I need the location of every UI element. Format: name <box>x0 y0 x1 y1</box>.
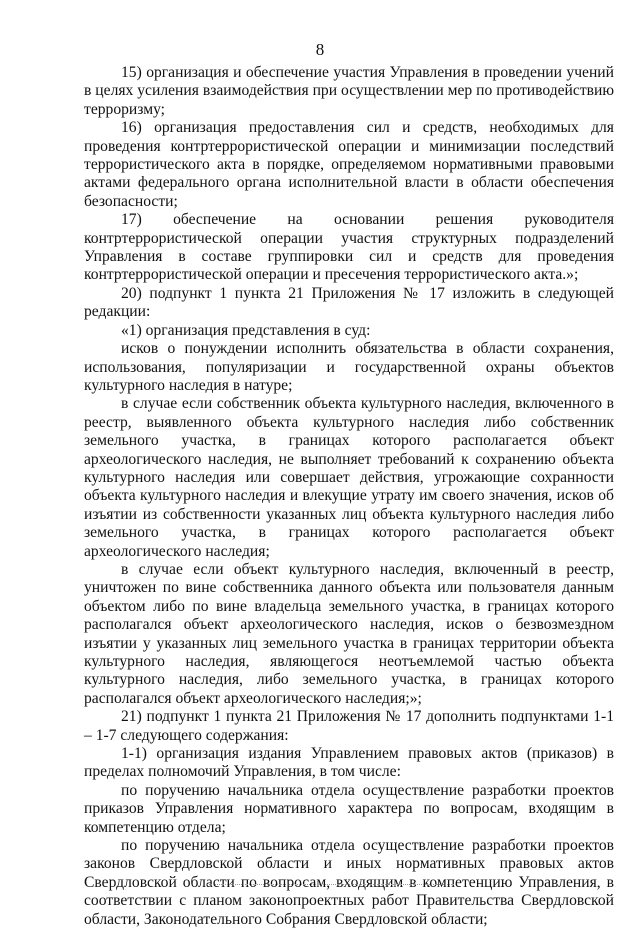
document-body <box>84 64 614 929</box>
paragraph-claims-obligations: исков о понуждении исполнить обязательства в области сохранения, использования, популяризации и государственной охраны объектов культурного наследия в натуре; <box>84 340 614 394</box>
paragraph-laws-drafting: по поручению начальника отдела осуществление разработки проектов законов Свердловской области и иных нормативных правовых актов Свердловской области по вопросам, входящим в компетенцию Управления, в соответствии с планом законопроектных работ Правительства Свердловской области, Законодательного Собрания Свердловской области; <box>84 837 614 928</box>
paragraph-item-17: 17) обеспечение на основании решения руководителя контртеррористической операции участия структурных подразделений Управления в составе группировки сил и средств для проведения контртеррористической операции и пресечения террористического акта.»; <box>84 211 614 284</box>
paragraph-claims-gratuitous-seizure: в случае если объект культурного наследия, включенный в реестр, уничтожен по вине собственника данного объекта или пользователя данным объектом либо по вине владельца земельного участка, в границах которого располагался объект археологического наследия, исков о безвозмездном изъятии у указанных лиц земельного участка в границах территории объекта культурного наследия, являющегося неотъемлемой частью объекта культурного наследия, либо земельного участка, в границах которого располагался объект археологического наследия;»; <box>84 560 614 707</box>
paragraph-orders-drafting: по поручению начальника отдела осуществление разработки проектов приказов Управления нормативного характера по вопросам, входящим в компетенцию отдела; <box>84 781 614 836</box>
paragraph-amendment-20: 20) подпункт 1 пункта 21 Приложения № 17 изложить в следующей редакции: <box>84 284 614 321</box>
paragraph-item-1-1: 1-1) организация издания Управлением правовых актов (приказов) в пределах полномочий Управления, в том числе: <box>84 745 614 781</box>
paragraph-item-16: 16) организация предоставления сил и средств, необходимых для проведения контртеррористической операции и минимизации последствий террористического акта в порядке, определяемом нормативными правовыми актами федерального органа исполнительной власти в области обеспечения безопасности; <box>84 119 614 210</box>
scan-artifact-line <box>206 884 456 885</box>
paragraph-court-submission: «1) организация представления в суд: <box>121 321 371 339</box>
paragraph-item-15: 15) организация и обеспечение участия Управления в проведении учений в целях усиления взаимодействия при осуществлении мер по противодействию терроризму; <box>84 64 614 118</box>
page-number: 8 <box>315 40 325 59</box>
paragraph-claims-seizure: в случае если собственник объекта культурного наследия, включенного в реестр, выявленного объекта культурного наследия либо собственник земельного участка, в границах которого располагается объект археологического наследия, не выполняет требований к сохранению объекта культурного наследия или совершает действия, угрожающие сохранности объекта культурного наследия и влекущие утрату им своего значения, исков об изъятии из собственности указанных лиц объекта культурного наследия либо земельного участка, в границах которого располагается объект археологического наследия; <box>84 395 614 560</box>
paragraph-amendment-21: 21) подпункт 1 пункта 21 Приложения № 17 дополнить подпунктами 1-1 – 1-7 следующего содержания: <box>84 708 614 744</box>
